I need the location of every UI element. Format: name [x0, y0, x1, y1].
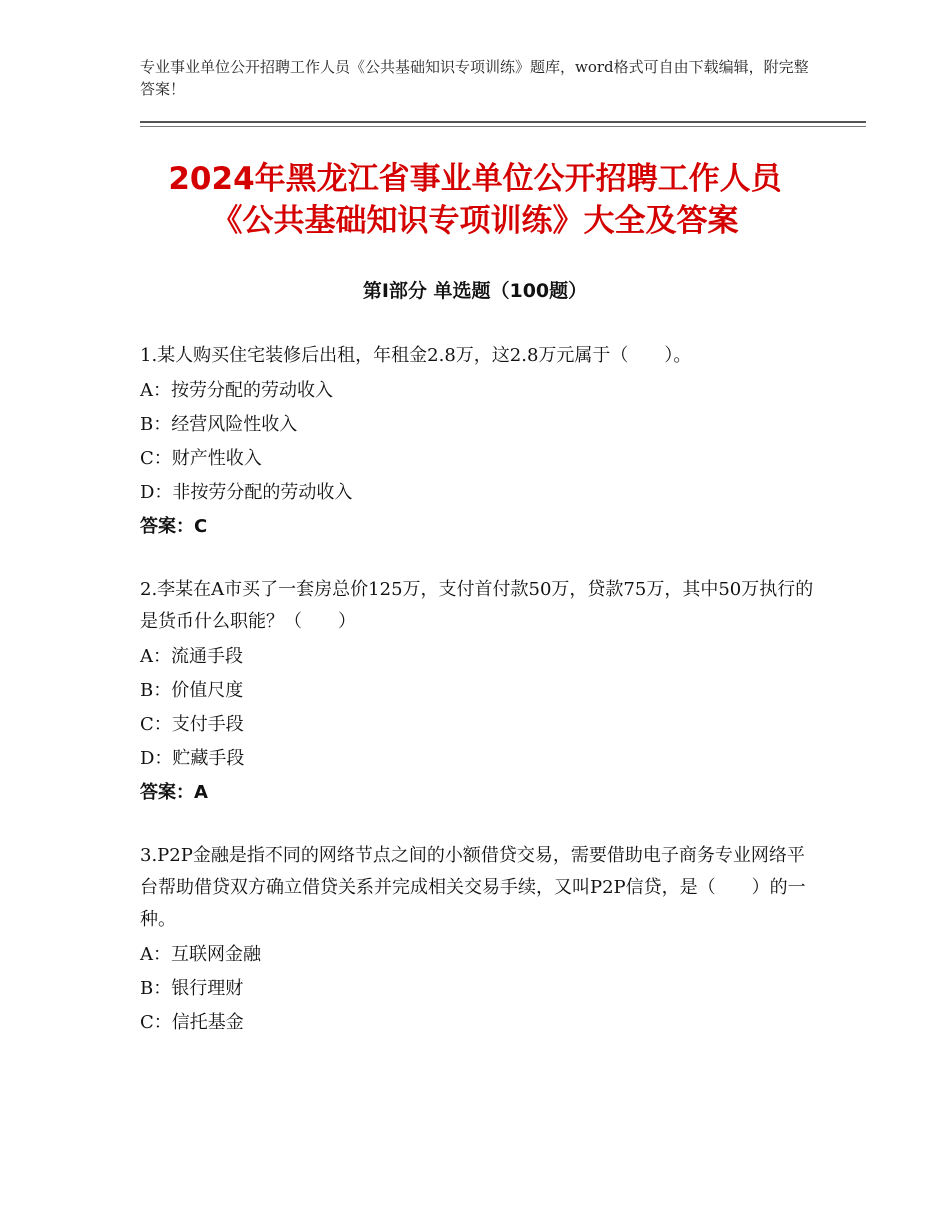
header-note: 专业事业单位公开招聘工作人员《公共基础知识专项训练》题库，word格式可自由下载编辑，附完整答案！ [140, 58, 809, 98]
option-a: A：流通手段 [140, 646, 243, 667]
question-3 [140, 840, 820, 1040]
header-divider-thin [140, 126, 866, 127]
option-c: C：财产性收入 [140, 448, 262, 469]
document-title [100, 158, 850, 242]
option-b: B：价值尺度 [140, 680, 244, 701]
option-c: C：支付手段 [140, 714, 244, 735]
option-d: D：非按劳分配的劳动收入 [140, 482, 353, 503]
title-line-2: 《公共基础知识专项训练》大全及答案 [211, 203, 739, 239]
title-line-1: 2024年黑龙江省事业单位公开招聘工作人员 [168, 161, 782, 197]
answer: 答案：C [140, 516, 208, 537]
header-divider-thick [140, 121, 866, 123]
question-stem: 1.某人购买住宅装修后出租，年租金2.8万，这2.8万元属于（ ）。 [140, 345, 692, 366]
option-b: B：银行理财 [140, 978, 244, 999]
option-a: A：互联网金融 [140, 944, 261, 965]
question-list [140, 340, 820, 1070]
option-c: C：信托基金 [140, 1012, 244, 1033]
option-d: D：贮藏手段 [140, 748, 245, 769]
question-1 [140, 340, 820, 544]
question-stem: 2.李某在A市买了一套房总价125万，支付首付款50万，贷款75万，其中50万执行的是货币什么职能？（ ） [140, 579, 814, 632]
option-b: B：经营风险性收入 [140, 414, 298, 435]
answer: 答案：A [140, 782, 208, 803]
question-2 [140, 574, 820, 810]
section-title: 第Ⅰ部分 单选题（100题） [362, 280, 588, 302]
option-a: A：按劳分配的劳动收入 [140, 380, 333, 401]
question-stem: 3.P2P金融是指不同的网络节点之间的小额借贷交易，需要借助电子商务专业网络平台帮助借贷双方确立借贷关系并完成相关交易手续，又叫P2P信贷，是（ ）的一种。 [140, 845, 806, 930]
